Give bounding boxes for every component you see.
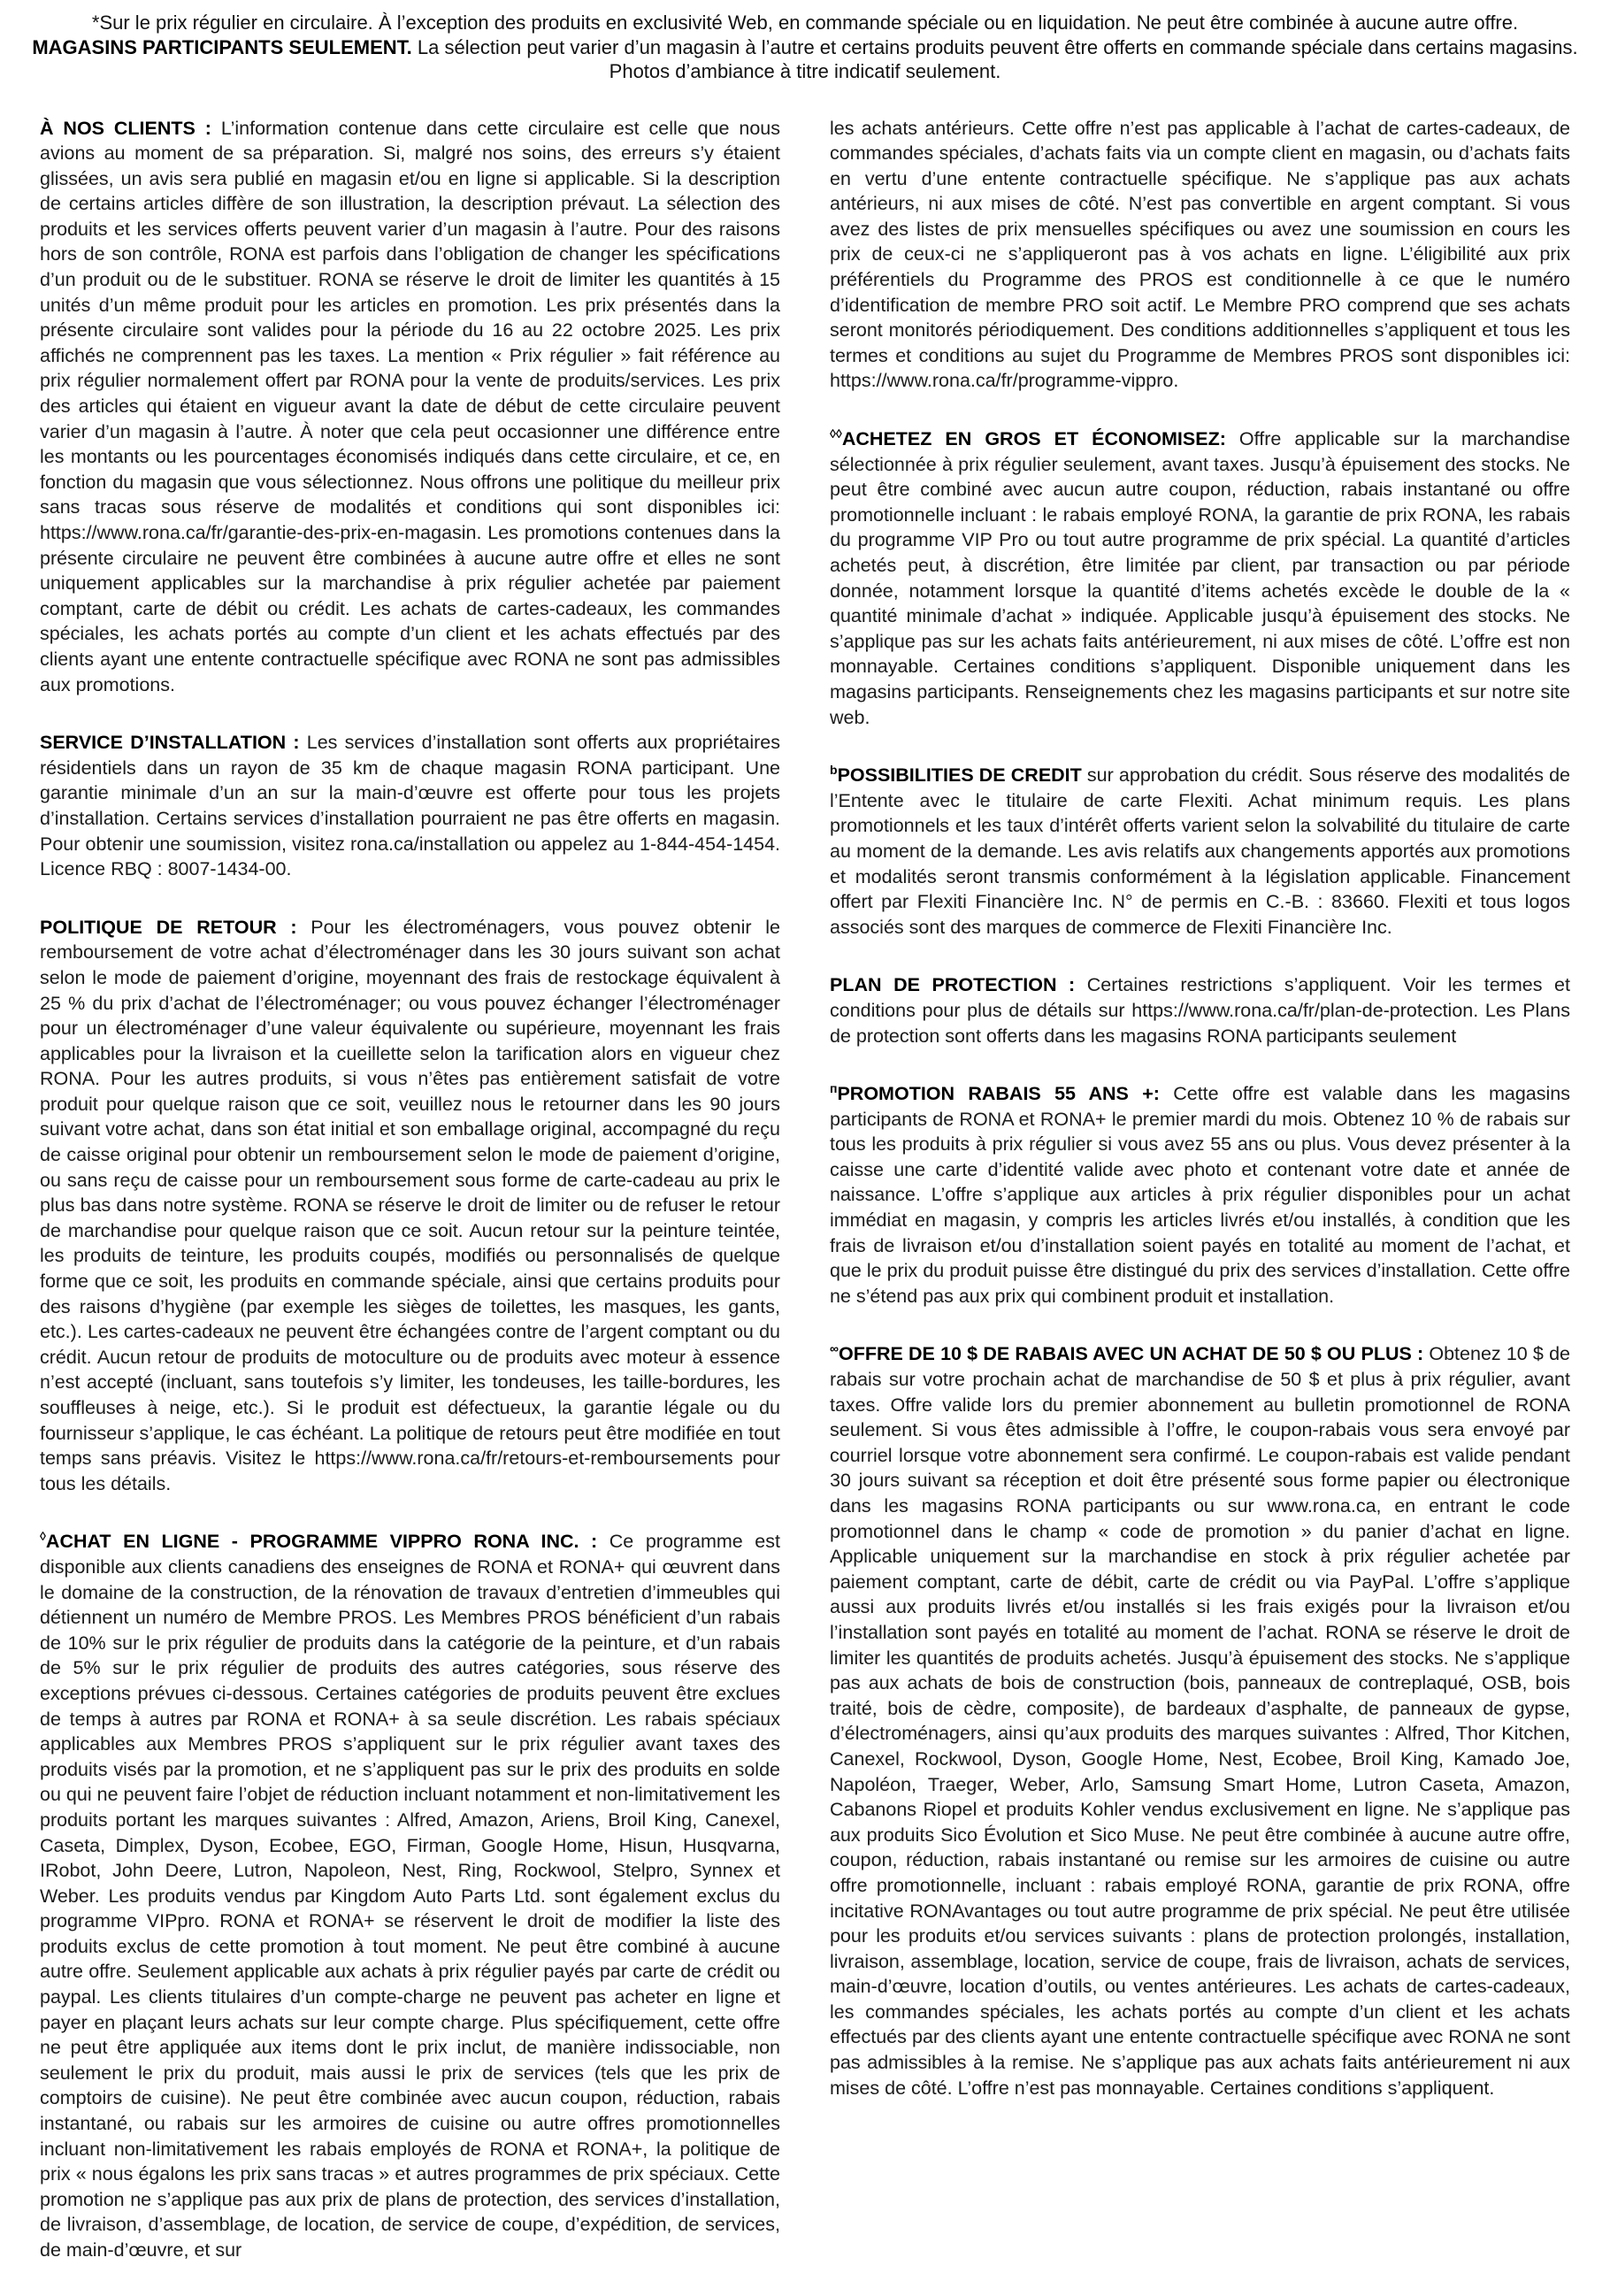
paragraph-title: PLAN DE PROTECTION :	[830, 974, 1076, 996]
paragraph-title: PROMOTION RABAIS 55 ANS +:	[837, 1083, 1160, 1105]
paragraph-title: POLITIQUE DE RETOUR :	[40, 916, 297, 938]
paragraph-body: les achats antérieurs. Cette offre n’est pas applicable à l’achat de cartes-cadeaux, de commandes spéciales, d’achats faits via un compte client en magasin, ou d’achats faits en vertu d’une entente contractuelle spécifique. Ne s’applique pas aux achats antérieurs, ni aux mises de côté. N’est pas convertible en argent comptant. Si vous avez des listes de prix mensuelles spécifiques ou avez une soumission en cours les prix de ceux-ci ne s’appliqueront pas à vos achats en ligne. L’éligibilité aux prix préférentiels du Programme des PROS est conditionnelle à ce que le numéro d’identification de membre PRO soit actif. Le Membre PRO comprend que ses achats seront monitorés périodiquement. Des conditions additionnelles s’appliquent et tous les termes et conditions au sujet du Programme de Membres PROS sont disponibles ici: https://www.rona.ca/fr/programme-vippro.	[830, 117, 1570, 392]
footnote-marker: b	[830, 763, 838, 777]
legal-paragraph	[830, 1341, 1570, 2100]
paragraph-title: SERVICE D’INSTALLATION :	[40, 732, 300, 754]
paragraph-title: À NOS CLIENTS :	[40, 117, 211, 139]
legal-paragraph	[40, 915, 780, 1497]
disclaimer-line-2-rest: La sélection peut varier d’un magasin à l’autre et certains produits peuvent être offerts en commande spéciale dans certains magasins.	[411, 35, 1578, 58]
paragraph-body: Offre applicable sur la marchandise sélectionnée à prix régulier seulement, avant taxes. Jusqu’à épuisement des stocks. Ne peut être combiné avec aucun autre coupon, réduction, rabais instantané ou offre promotionnelle incluant : le rabais employé RONA, la garantie de prix RONA, les rabais du programme VIP Pro ou tout autre programme de prix spécial. La quantité d’articles achetés peut, à discrétion, être limitée par client, par transaction ou par période donnée, notamment lorsque la quantité d’items achetés excède le double de la « quantité minimale d’achat » indiquée. Applicable jusqu’à épuisement des stocks. Ne s’applique pas sur les achats faits antérieurement, ni aux mises de côté. L’offre est non monnayable. Certaines conditions s’appliquent. Disponible uniquement dans les magasins participants. Renseignements chez les magasins participants et sur notre site web.	[830, 428, 1570, 728]
column-right	[830, 116, 1570, 2296]
legal-paragraph	[40, 730, 780, 882]
legal-paragraph	[830, 1081, 1570, 1309]
disclaimer-header	[0, 0, 1610, 84]
legal-paragraph	[830, 116, 1570, 395]
paragraph-body: Cette offre est valable dans les magasins participants de RONA et RONA+ le premier mardi du mois. Obtenez 10 % de rabais sur tous les produits à prix régulier si vous avez 55 ans ou plus. Vous devez présenter à la caisse une carte d’identité valide avec photo et contenant votre date et année de naissance. L’offre s’applique aux articles à prix régulier disponibles pour un achat immédiat en magasin, y compris les articles livrés et/ou installés, à condition que les frais de livraison et/ou d’installation soient payés en totalité au moment de l’achat, et que le prix du produit puisse être distingué du prix des services d’installation. Cette offre ne s’étend pas aux prix qui combinent produit et installation.	[830, 1083, 1570, 1307]
paragraph-body: sur approbation du crédit. Sous réserve des modalités de l’Entente avec le titulaire de carte Flexiti. Achat minimum requis. Les plans promotionnels et les taux d’intérêt offerts varient selon la solvabilité du titulaire de carte au moment de la demande. Les avis relatifs aux changements apportés aux promotions et modalités seront transmis conformément à la législation applicable. Financement offert par Flexiti Financière Inc. N° de permis en C.-B. : 83660. Flexiti et tous logos associés sont des marques de commerce de Flexiti Financière Inc.	[830, 764, 1570, 938]
disclaimer-line-1: *Sur le prix régulier en circulaire. À l’exception des produits en exclusivité Web, en commande spéciale ou en liquidation. Ne peut être combinée à aucune autre offre.	[91, 12, 1519, 34]
footnote-marker: ◊	[40, 1529, 46, 1544]
footnote-marker: ∞	[830, 1341, 839, 1356]
paragraph-body: Obtenez 10 $ de rabais sur votre prochain achat de marchandise de 50 $ et plus à prix régulier, avant taxes. Offre valide lors du premier abonnement au bulletin promotionnel de RONA seulement. Si vous êtes admissible à l’offre, le coupon-rabais vous sera envoyé par courriel lorsque votre abonnement sera confirmé. Le coupon-rabais est valide pendant 30 jours suivant sa réception et doit être présenté sous forme papier ou électronique dans les magasins RONA participants ou sur www.rona.ca, en entrant le code promotionnel dans le champ « code de promotion » du panier d’achat en ligne. Applicable uniquement sur la marchandise en stock à prix régulier achetée par paiement comptant, carte de débit, carte de crédit ou via PayPal. L’offre s’applique aussi aux produits livrés et/ou installés si les frais exigés pour la livraison et/ou l’installation sont payés en totalité au moment de l’achat. RONA se réserve le droit de limiter les quantités de produits achetés. Jusqu’à épuisement des stocks. Ne s’applique pas aux achats de bois de construction (bois, panneaux de contreplaqué, OSB, bois traité, bois de cèdre, composite), de bardeaux d’asphalte, de panneaux de gypse, d’électroménagers, ainsi qu’aux produits des marques suivantes : Alfred, Thor Kitchen, Canexel, Rockwool, Dyson, Google Home, Nest, Ecobee, Broil King, Kamado Joe, Napoléon, Traeger, Weber, Arlo, Samsung Smart Home, Lutron Caseta, Amazon, Cabanons Riopel et produits Kohler vendus exclusivement en ligne. Ne s’applique pas aux produits Sico Évolution et Sico Muse. Ne peut être combinée à aucune autre offre, coupon, réduction, rabais instantané ou remise sur les armoires de cuisine ou autre offre promotionnelle, incluant : rabais employé RONA, garantie de prix RONA, offre incitative RONAvantages ou tout autre programme de prix spécial. Ne peut être utilisée pour les produits et/ou services suivants : plans de protection prolongés, installation, livraison, assemblage, location, service de coupe, frais de livraison, achats de services, main-d’œuvre, location d’outils, ou ventes antérieures. Les achats de cartes-cadeaux, les commandes spéciales, les achats portés au compte d’un client et les achats effectués par des clients ayant une entente contractuelle spécifique avec RONA ne sont pas admissibles à la remise. Ne s’applique pas aux achats faits antérieurement ni aux mises de côté. L’offre n’est pas monnayable. Certaines conditions s’appliquent.	[830, 1343, 1570, 2099]
disclaimer-line-3: Photos d’ambiance à titre indicatif seulement.	[609, 60, 1001, 82]
legal-columns	[0, 116, 1610, 2296]
legal-paragraph	[830, 763, 1570, 940]
legal-paragraph	[40, 1529, 780, 2262]
footnote-marker: ◊◊	[830, 426, 842, 441]
disclaimer-line-2	[0, 35, 1610, 60]
paragraph-title: ACHETEZ EN GROS ET ÉCONOMISEZ:	[841, 428, 1226, 450]
paragraph-body: Ce programme est disponible aux clients canadiens des enseignes de RONA et RONA+ qui œuvrent dans le domaine de la construction, de la rénovation de travaux d’entretien d’immeubles qui détiennent un numéro de Membre PROS. Les Membres PROS bénéficient d’un rabais de 10% sur le prix régulier de produits dans la catégorie de la peinture, et d’un rabais de 5% sur le prix régulier de produits des autres catégories, sous réserve des exceptions prévues ci-dessous. Certaines catégories de produits peuvent être exclues de temps à autres par RONA et RONA+ à sa seule discrétion. Les rabais spéciaux applicables aux Membres PROS s’appliquent sur le prix régulier avant taxes des produits visés par la promotion, et ne s’appliquent pas sur le prix des produits en solde ou qui ne peuvent faire l’objet de réduction incluant notamment et non-limitativement les produits portant les marques suivantes : Alfred, Amazon, Ariens, Broil King, Canexel, Caseta, Dimplex, Dyson, Ecobee, EGO, Firman, Google Home, Hisun, Husqvarna, IRobot, John Deere, Lutron, Napoleon, Nest, Ring, Rockwool, Stelpro, Synnex et Weber. Les produits vendus par Kingdom Auto Parts Ltd. sont également exclus du programme VIPpro. RONA et RONA+ se réservent le droit de modifier la liste des produits exclus de cette promotion à tout moment. Ne peut être combiné à aucune autre offre. Seulement applicable aux achats à prix régulier payés par carte de crédit ou paypal. Les clients titulaires d’un compte-charge ne peuvent pas acheter en ligne et payer en plaçant leurs achats sur leur compte charge. Plus spécifiquement, cette offre ne peut être appliquée aux items dont le prix inclut, de manière indissociable, non seulement le prix du produit, mais aussi le prix de services (tels que les prix de comptoirs de cuisine). Ne peut être combinée avec aucun coupon, réduction, rabais instantané, ou rabais sur les armoires de cuisine ou autre offres promotionnelles incluant non-limitativement les rabais employés de RONA et RONA+, la politique de prix « nous égalons les prix sans tracas » et autres programmes de prix spéciaux. Cette promotion ne s’applique pas aux prix de plans de protection, des services d’installation, de livraison, d’assemblage, de location, de service de coupe, d’expédition, de services, de main-d’œuvre, et sur	[40, 1531, 780, 2261]
legal-paragraph	[830, 972, 1570, 1048]
column-left	[40, 116, 780, 2296]
disclaimer-line-2-bold: MAGASINS PARTICIPANTS SEULEMENT.	[32, 35, 412, 58]
paragraph-body: Les services d’installation sont offerts aux propriétaires résidentiels dans un rayon de 35 km de chaque magasin RONA participant. Une garantie minimale d’un an sur la main-d’œuvre est offerte pour tous les projets d’installation. Certains services d’installation pourraient ne pas être offerts en magasin. Pour obtenir une soumission, visitez rona.ca/installation ou appelez au 1-844-454-1454. Licence RBQ : 8007-1434-00.	[40, 732, 780, 880]
legal-paragraph	[830, 426, 1570, 730]
paragraph-title: OFFRE DE 10 $ DE RABAIS AVEC UN ACHAT DE 50 $ OU PLUS :	[838, 1343, 1424, 1365]
legal-paragraph	[40, 116, 780, 698]
paragraph-title: ACHAT EN LIGNE - PROGRAMME VIPPRO RONA INC. :	[45, 1531, 598, 1553]
paragraph-body: Pour les électroménagers, vous pouvez obtenir le remboursement de votre achat d’électroménager dans les 30 jours suivant son achat selon le mode de paiement d’origine, moyennant des frais de restockage équivalent à 25 % du prix d’achat de l’électroménager; ou vous pouvez échanger l’électroménager pour un électroménager d’une valeur équivalente ou supérieure, moyennant les frais applicables pour la livraison et la cueillette selon la tarification alors en vigueur chez RONA. Pour les autres produits, si vous n’êtes pas entièrement satisfait de votre produit pour quelque raison que ce soit, veuillez nous le retourner dans les 90 jours suivant votre achat, dans son état initial et son emballage original, accompagné du reçu de caisse original pour obtenir un remboursement selon le mode de paiement d’origine, ou sans reçu de caisse pour un remboursement sous forme de carte-cadeau au prix le plus bas dans notre système. RONA se réserve le droit de limiter ou de refuser le retour de marchandise pour quelque raison que ce soit. Aucun retour sur la peinture teintée, les produits de teinture, les produits coupés, modifiés ou personnalisés de quelque forme que ce soit, les produits en commande spéciale, ainsi que certains produits pour des raisons d’hygiène (par exemple les sièges de toilettes, les masques, les gants, etc.). Les cartes-cadeaux ne peuvent être échangées contre de l’argent comptant ou du crédit. Aucun retour de produits de motoculture ou de produits avec moteur à essence n’est accepté (incluant, sans toutefois s’y limiter, les tondeuses, les taille-bordures, les souffleuses à neige, etc.). Si le produit est défectueux, la garantie légale ou du fournisseur s’applique, le cas échéant. La politique de retours peut être modifiée en tout temps sans préavis. Visitez le https://www.rona.ca/fr/retours-et-remboursements pour tous les détails.	[40, 916, 780, 1494]
paragraph-body: L’information contenue dans cette circulaire est celle que nous avions au moment de sa préparation. Si, malgré nos soins, des erreurs s’y étaient glissées, un avis sera publié en magasin et/ou en ligne si applicable. Si la description de certains articles diffère de son illustration, la description prévaut. La sélection des produits et les services offerts peuvent varier d’un magasin à l’autre. Pour des raisons hors de son contrôle, RONA est parfois dans l’obligation de changer les spécifications d’un produit ou de le substituer. RONA se réserve le droit de limiter les quantités à 15 unités d’un même produit pour les articles en promotion. Les prix présentés dans la présente circulaire sont valides pour la période du 16 au 22 octobre 2025. Les prix affichés ne comprennent pas les taxes. La mention « Prix régulier » fait référence au prix régulier normalement offert par RONA pour la vente de produits/services. Les prix des articles qui étaient en vigueur avant la date de début de cette circulaire peuvent varier d’un magasin à l’autre. À noter que cela peut occasionner une différence entre les montants ou les pourcentages économisés indiqués dans cette circulaire, et ce, en fonction du magasin que vous sélectionnez. Nous offrons une politique du meilleur prix sans tracas sous réserve de modalités et conditions qui sont disponibles ici: https://www.rona.ca/fr/garantie-des-prix-en-magasin. Les promotions contenues dans la présente circulaire ne peuvent être combinées à aucune autre offre et elles ne sont uniquement applicables sur la marchandise à prix régulier achetée par paiement comptant, carte de débit ou crédit. Les achats de cartes-cadeaux, les commandes spéciales, les achats portés au compte d’un client et les achats effectués par des clients ayant une entente contractuelle spécifique avec RONA ne sont pas admissibles aux promotions.	[40, 117, 781, 695]
paragraph-body: Certaines restrictions s’appliquent. Voir les termes et conditions pour plus de détails sur https://www.rona.ca/fr/plan-de-protection. Les Plans de protection sont offerts dans les magasins RONA participants seulement	[830, 974, 1570, 1047]
footnote-marker: ᴨ	[830, 1080, 838, 1095]
paragraph-title: POSSIBILITIES DE CREDIT	[837, 764, 1082, 787]
